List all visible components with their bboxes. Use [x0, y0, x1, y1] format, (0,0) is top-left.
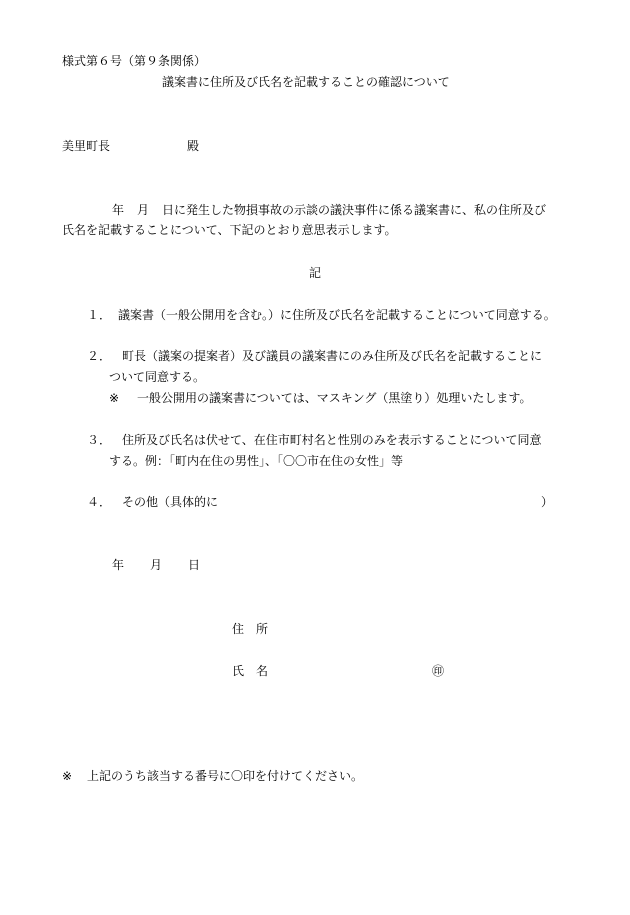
item-3-text-line1: 住所及び氏名は伏せて、在住市町村名と性別のみを表示することについて同意: [122, 433, 542, 447]
sign-month: 月: [150, 558, 163, 572]
item-2-note-text: 一般公開用の議案書については、マスキング（黒塗り）処理いたします。: [137, 391, 532, 405]
form-number: 様式第６号（第９条関係）: [62, 54, 207, 68]
intro-line1: 日に発生した物損事故の示談の議決事件に係る議案書に、私の住所及び: [162, 203, 547, 217]
item-4-number: ４．: [87, 495, 112, 509]
intro-month: 月: [137, 203, 150, 217]
addressee-name: 美里町長: [62, 139, 111, 153]
addressee-honorific: 殿: [187, 139, 200, 153]
address-label: 住 所: [232, 622, 269, 636]
document-title: 議案書に住所及び氏名を記載することの確認について: [162, 75, 450, 89]
item-4-text: その他（具体的に: [122, 495, 219, 509]
item-3-number: ３．: [87, 433, 112, 447]
item-2-note-mark: ※: [109, 391, 120, 405]
sign-year: 年: [112, 558, 125, 572]
footnote-mark: ※: [62, 769, 73, 783]
intro-year: 年: [112, 203, 125, 217]
seal-mark: ㊞: [432, 664, 445, 678]
item-3-text-line2: する。例：「町内在住の男性」、「〇〇市在住の女性」等: [109, 454, 404, 468]
item-4-close-paren: ）: [541, 495, 554, 509]
sign-day: 日: [188, 558, 201, 572]
name-label: 氏 名: [232, 664, 269, 678]
item-1-text: 議案書（一般公開用を含む。）に住所及び氏名を記載することについて同意する。: [118, 308, 556, 322]
item-1-number: １．: [87, 308, 112, 322]
footnote-text: 上記のうち該当する番号に〇印を付けてください。: [87, 769, 364, 783]
intro-line2: 氏名を記載することについて、下記のとおり意思表示します。: [62, 223, 397, 237]
ki-heading: 記: [309, 266, 322, 280]
item-2-text-line2: ついて同意する。: [109, 370, 206, 384]
item-2-text-line1: 町長（議案の提案者）及び議員の議案書にのみ住所及び氏名を記載することに: [122, 349, 543, 363]
item-2-number: ２．: [87, 349, 112, 363]
